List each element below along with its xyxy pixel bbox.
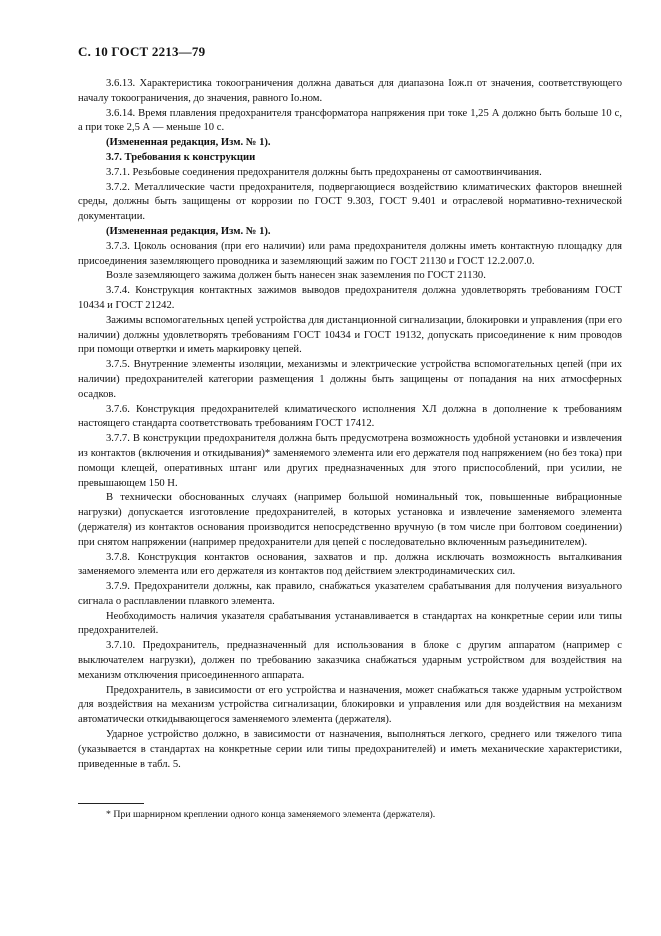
- paragraph: Зажимы вспомогательных цепей устройства для дистанционной сигнализации, блокировки и управления (при его наличии) должны удовлетворять требованиям ГОСТ 10434 и ГОСТ 19132, допускать присоединение к ним проводов при помощи отвертки и иметь маркировку цепей.: [78, 314, 622, 356]
- bold-paragraph: 3.7. Требования к конструкции: [106, 151, 256, 163]
- paragraph: 3.7.3. Цоколь основания (при его наличии) или рама предохранителя должны иметь контактную площадку для присоединения заземляющего проводника и заземляющий зажим по ГОСТ 21130 и ГОСТ 12.2.007.0.: [78, 240, 622, 267]
- footnote: * При шарнирном креплении одного конца заменяемого элемента (держателя).: [106, 809, 436, 820]
- paragraph: 3.6.14. Время плавления предохранителя трансформатора напряжения при токе 1,25 А должно быть больше 10 с, а при токе 2,5 А — меньше 10 с.: [78, 107, 622, 134]
- paragraph: Ударное устройство должно, в зависимости от назначения, выполняться легкого, среднего или тяжелого типа (указывается в стандартах на конкретные серии или типы предохранителей) и иметь механические характеристики, приведенные в табл. 5.: [78, 729, 622, 770]
- paragraph: 3.6.13. Характеристика токоограничения должна даваться для диапазона Iож.п от значения, соответствующего началу токоограничения, до значения, равного Iо.ном.: [78, 78, 622, 104]
- paragraph: 3.7.4. Конструкция контактных зажимов выводов предохранителя должна удовлетворять требованиям ГОСТ 10434 и ГОСТ 21242.: [78, 285, 622, 311]
- paragraph: 3.7.2. Металлические части предохранителя, подвергающиеся воздействию климатических факторов внешней среды, должны быть защищены от коррозии по ГОСТ 9.303, ГОСТ 9.401 и отраслевой нормативно-технической документации.: [78, 181, 622, 223]
- paragraph: 3.7.1. Резьбовые соединения предохранителя должны быть предохранены от самоотвинчивания.: [106, 166, 542, 178]
- paragraph: Необходимость наличия указателя срабатывания устанавливается в стандартах на конкретные серии или типы предохранителей.: [78, 610, 622, 637]
- footnote-divider: [78, 803, 144, 804]
- body-text: [78, 77, 622, 772]
- paragraph: 3.7.6. Конструкция предохранителей климатического исполнения ХЛ должна в дополнение к требованиям настоящего стандарта соответствовать требованиям ГОСТ 17412.: [78, 403, 622, 430]
- bold-paragraph: (Измененная редакция, Изм. № 1).: [106, 137, 271, 149]
- paragraph: 3.7.8. Конструкция контактов основания, захватов и пр. должна исключать возможность выталкивания заменяемого элемента или его держателя из контактов под действием электродинамических сил.: [78, 551, 622, 578]
- paragraph: В технически обоснованных случаях (например большой номинальный ток, повышенные вибрационные нагрузки) допускается изготовление предохранителей, в которых установка и извлечение заменяемого элемента (держателя) из контактов основания производится непосредственно вручную (в том числе при болтовом соединении) при снятом напряжении (например предохранители для цепей с последовательно включенным разъединителем).: [78, 492, 622, 548]
- paragraph: 3.7.10. Предохранитель, предназначенный для использования в блоке с другим аппаратом (например с выключателем нагрузки), должен по требованию заказчика снабжаться ударным устройством для воздействия на механизм отключения присоединенного аппарата.: [78, 640, 622, 681]
- paragraph: Предохранитель, в зависимости от его устройства и назначения, может снабжаться также ударным устройством для воздействия на механизм устройства сигнализации, блокировки и управления или для воздействия на механизм автоматически откидывающегося заменяемого элемента (держателя).: [78, 684, 622, 726]
- bold-paragraph: (Измененная редакция, Изм. № 1).: [106, 225, 271, 237]
- paragraph: Возле заземляющего зажима должен быть нанесен знак заземления по ГОСТ 21130.: [106, 270, 486, 282]
- paragraph: 3.7.7. В конструкции предохранителя должна быть предусмотрена возможность удобной установки и извлечения из контактов (включения и откидывания)* заменяемого элемента или его держателя под напряжением (но без тока) при помощи клещей, оперативных штанг или других предназначенных для этого приспособлений, при усилии, не превышающем 150 Н.: [78, 433, 622, 489]
- paragraph: 3.7.5. Внутренние элементы изоляции, механизмы и электрические устройства вспомогательных цепей (при их наличии) предохранителей категории размещения 1 должны быть защищены от попадания на них атмосферных осадков.: [78, 359, 622, 400]
- page-header: С. 10 ГОСТ 2213—79: [78, 44, 206, 59]
- paragraph: 3.7.9. Предохранители должны, как правило, снабжаться указателем срабатывания для получения визуального сигнала о расплавлении плавкого элемента.: [78, 581, 622, 607]
